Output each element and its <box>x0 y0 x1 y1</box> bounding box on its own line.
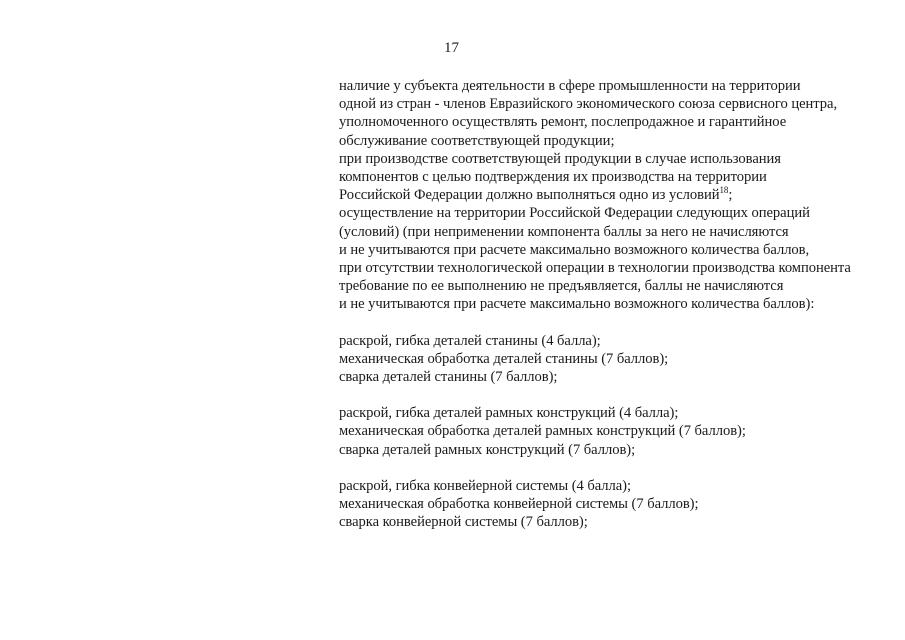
text-line: требование по ее выполнению не предъявляется, баллы не начисляются <box>339 278 784 295</box>
text-line: уполномоченного осуществлять ремонт, послепродажное и гарантийное <box>339 114 787 131</box>
operation-item: сварка деталей станины (7 баллов); <box>339 369 558 386</box>
operation-item: раскрой, гибка конвейерной системы (4 балла); <box>339 477 631 494</box>
text-line: обслуживание соответствующей продукции; <box>339 132 615 149</box>
operation-item: раскрой, гибка деталей рамных конструкций (4 балла); <box>339 405 679 422</box>
text-line: при отсутствии технологической операции в технологии производства компонента <box>339 260 851 277</box>
text-line: наличие у субъекта деятельности в сфере промышленности на территории <box>339 78 801 94</box>
condition-punctuation: ; <box>728 187 733 204</box>
operations-group-frame-structures <box>339 404 899 459</box>
text-line: компонентов с целью подтверждения их производства на территории <box>339 169 767 186</box>
text-line: и не учитываются при расчете максимально возможного количества баллов, <box>339 241 810 258</box>
operation-item: механическая обработка конвейерной системы (7 баллов); <box>339 496 699 513</box>
condition-text: Российской Федерации должно выполняться одно из условий <box>339 187 720 204</box>
text-line: и не учитываются при расчете максимально возможного количества баллов): <box>339 296 815 313</box>
condition-line <box>339 186 899 204</box>
text-line: осуществление на территории Российской Федерации следующих операций <box>339 205 810 222</box>
operation-item: механическая обработка деталей рамных конструкций (7 баллов); <box>339 423 746 440</box>
text-line: при производстве соответствующей продукции в случае использования <box>339 150 781 167</box>
operation-item: сварка конвейерной системы (7 баллов); <box>339 514 588 531</box>
operation-item: раскрой, гибка деталей станины (4 балла); <box>339 332 601 349</box>
operation-item: механическая обработка деталей станины (7 баллов); <box>339 350 669 367</box>
operations-group-conveyor <box>339 477 899 532</box>
operations-group-frame <box>339 332 899 387</box>
document-body <box>339 77 899 531</box>
intro-paragraph <box>339 77 899 314</box>
text-line: (условий) (при неприменении компонента баллы за него не начисляются <box>339 223 789 240</box>
text-line: одной из стран - членов Евразийского экономического союза сервисного центра, <box>339 96 838 113</box>
page-number: 17 <box>444 40 459 56</box>
operation-item: сварка деталей рамных конструкций (7 баллов); <box>339 441 636 458</box>
footnote-reference[interactable]: 18 <box>719 185 729 196</box>
